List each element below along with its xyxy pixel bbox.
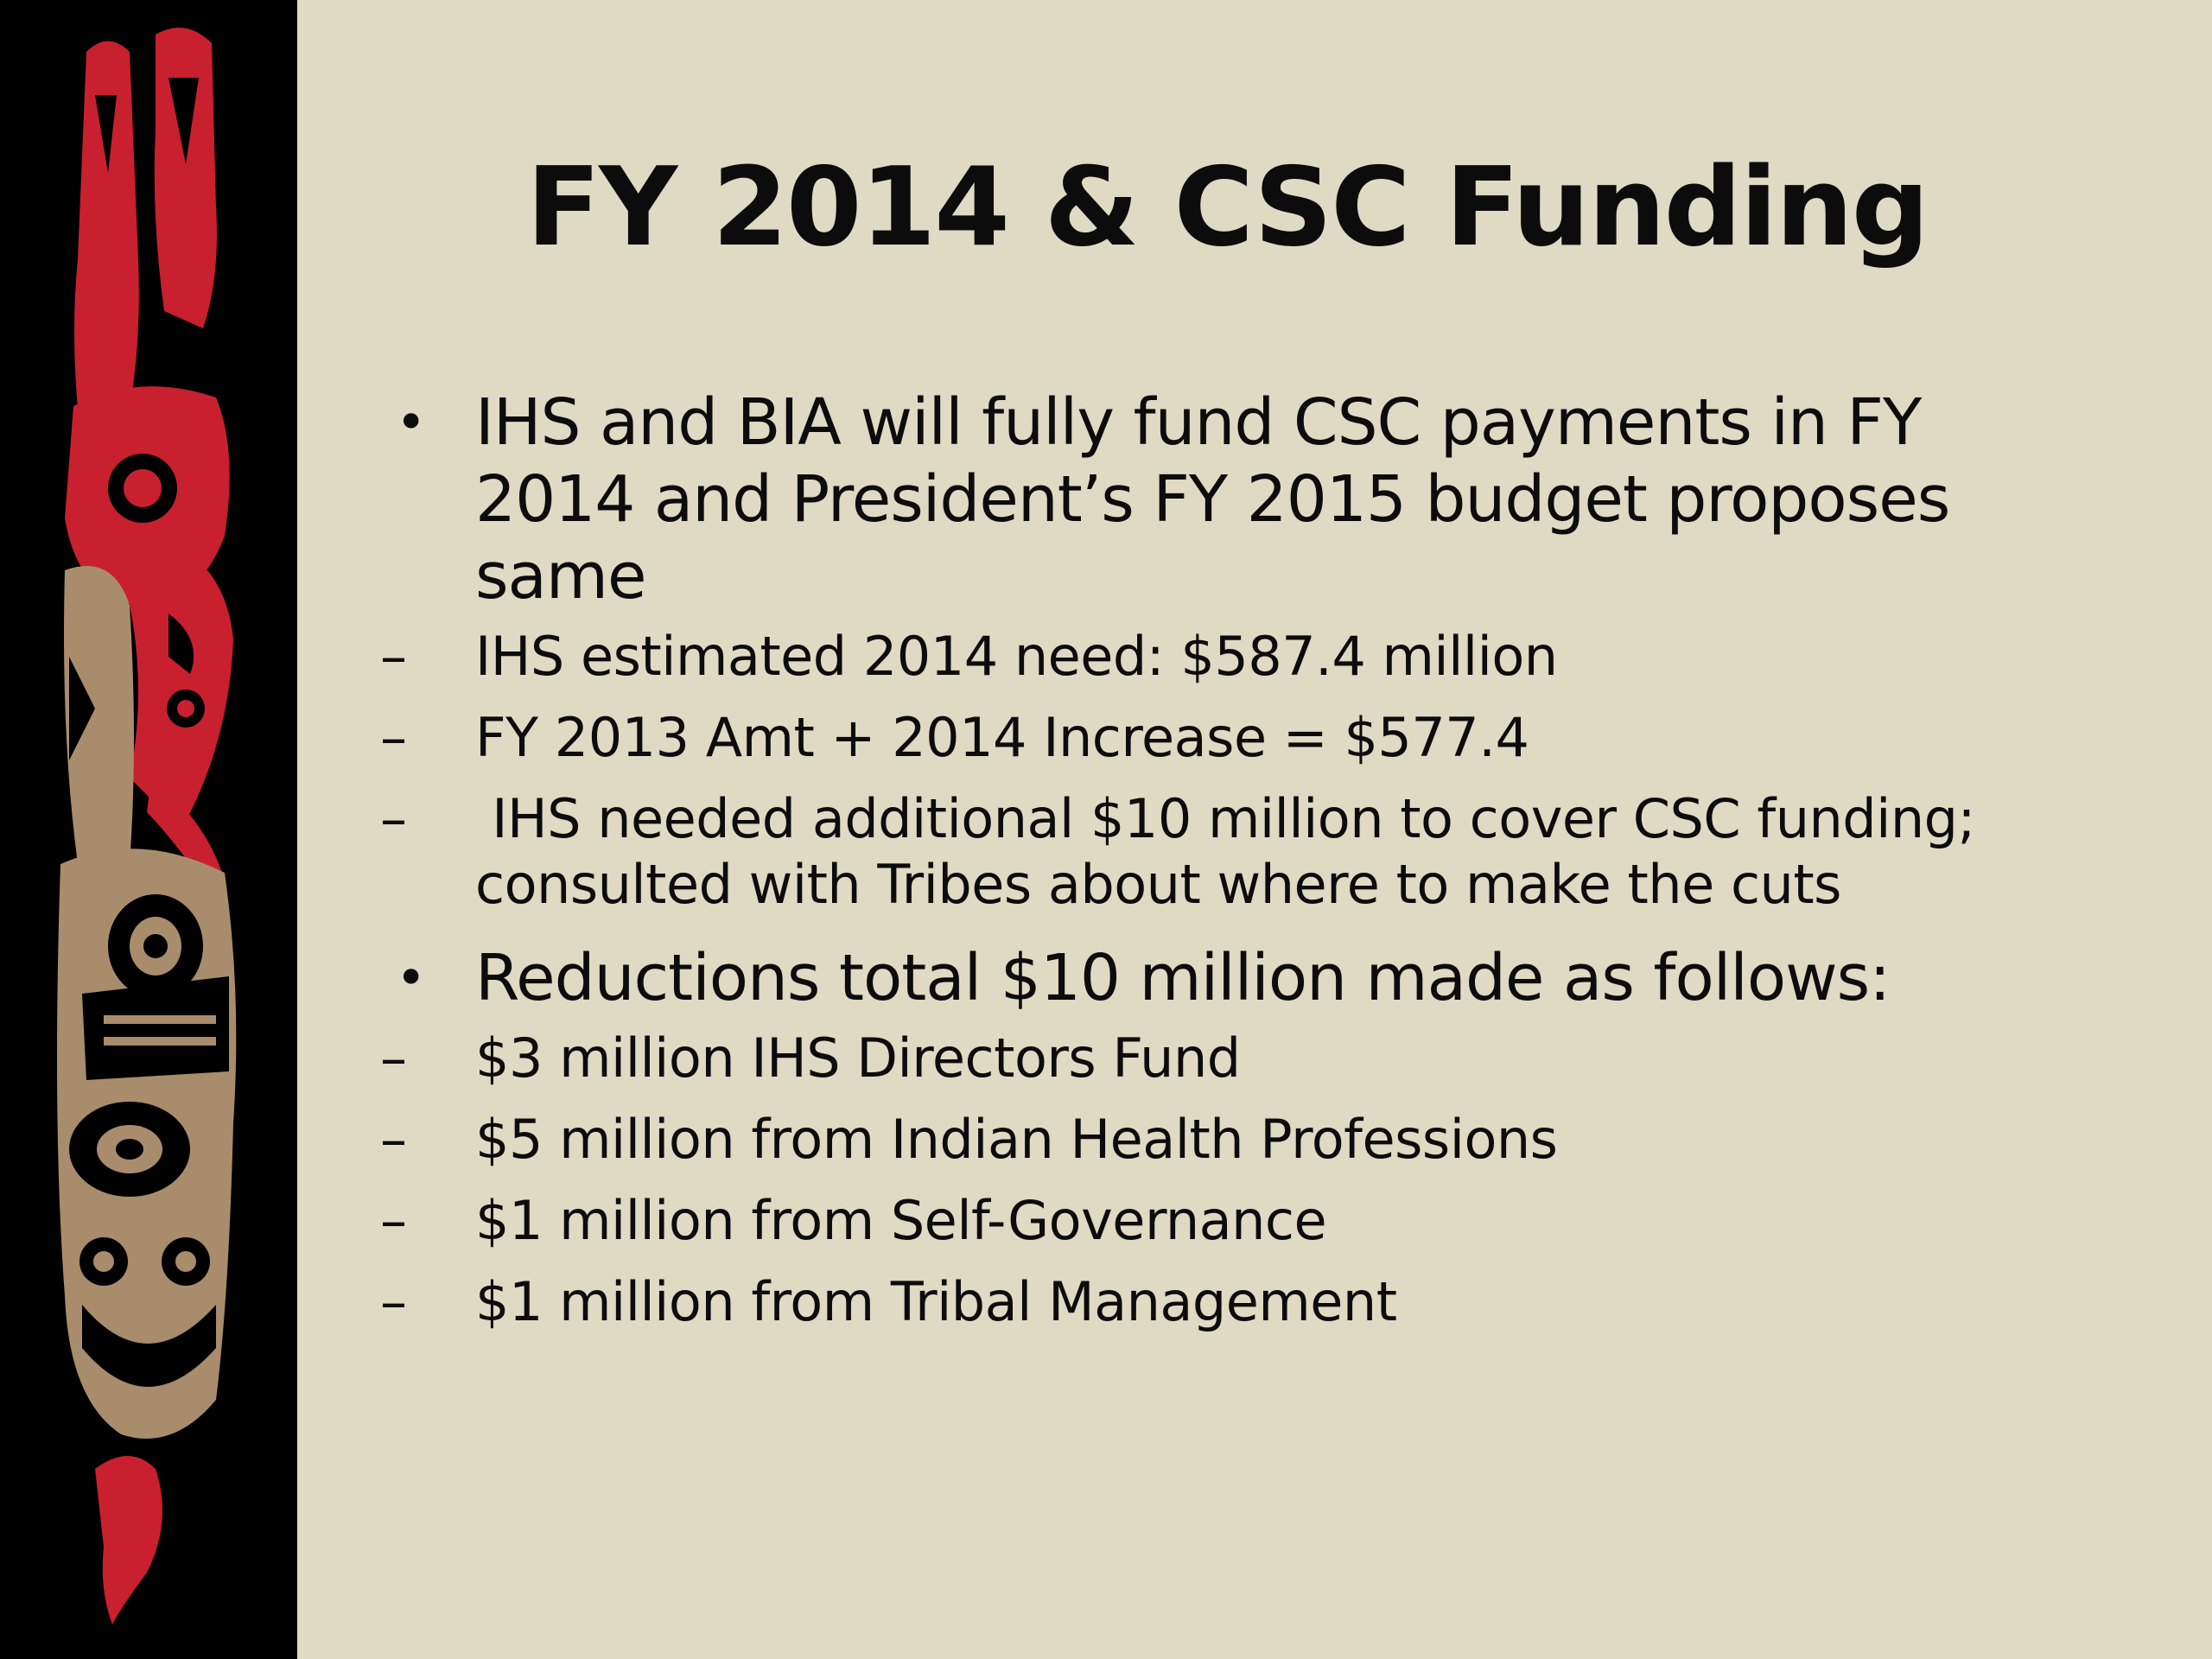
sub-list-container [380, 1026, 2022, 1335]
sub-bullet-item [380, 786, 2022, 918]
bullet-text: IHS and BIA will fully fund CSC payments in FY 2014 and President’s FY 2015 budget proposes same [475, 385, 1950, 613]
sub-bullet-list [380, 1026, 2022, 1335]
dash-icon: – [380, 1027, 407, 1090]
dash-icon: – [380, 625, 407, 688]
dash-icon: – [380, 706, 407, 769]
sub-bullet-text: $1 million from Self-Governance [475, 1189, 1327, 1252]
sub-bullet-item [380, 1107, 2022, 1173]
bullet-text: Reductions total $10 million made as follows: [475, 941, 1891, 1015]
sub-bullet-text: $3 million IHS Directors Fund [475, 1027, 1241, 1090]
dash-icon: – [380, 1108, 407, 1171]
sub-bullet-item [380, 1026, 2022, 1091]
sub-bullet-item [380, 1188, 2022, 1254]
slide-title: FY 2014 & CSC Funding [526, 143, 1928, 270]
bullet-list [380, 385, 2022, 1344]
sub-bullet-item [380, 1269, 2022, 1335]
sub-bullet-text: FY 2013 Amt + 2014 Increase = $577.4 [475, 706, 1529, 769]
sub-bullet-item [380, 624, 2022, 690]
totem-pole-art-icon [0, 0, 297, 1659]
sub-bullet-text: $1 million from Tribal Management [475, 1270, 1397, 1333]
dash-icon: – [380, 1270, 407, 1333]
dash-icon: – [380, 787, 407, 850]
dash-icon: – [380, 1189, 407, 1252]
sidebar-art-panel [0, 0, 297, 1659]
sub-bullet-text: IHS needed additional $10 million to cover CSC funding; consulted with Tribes about where to make the cuts [475, 787, 1993, 916]
sub-bullet-item [380, 705, 2022, 771]
sub-bullet-list [380, 624, 2022, 918]
bullet-item [380, 940, 2022, 1017]
bullet-dot-icon: • [396, 948, 426, 1008]
sub-bullet-text: IHS estimated 2014 need: $587.4 million [475, 625, 1558, 688]
sub-list-container [380, 624, 2022, 918]
bullet-item [380, 385, 2022, 615]
bullet-dot-icon: • [396, 392, 426, 453]
sub-bullet-text: $5 million from Indian Health Professions [475, 1108, 1558, 1171]
